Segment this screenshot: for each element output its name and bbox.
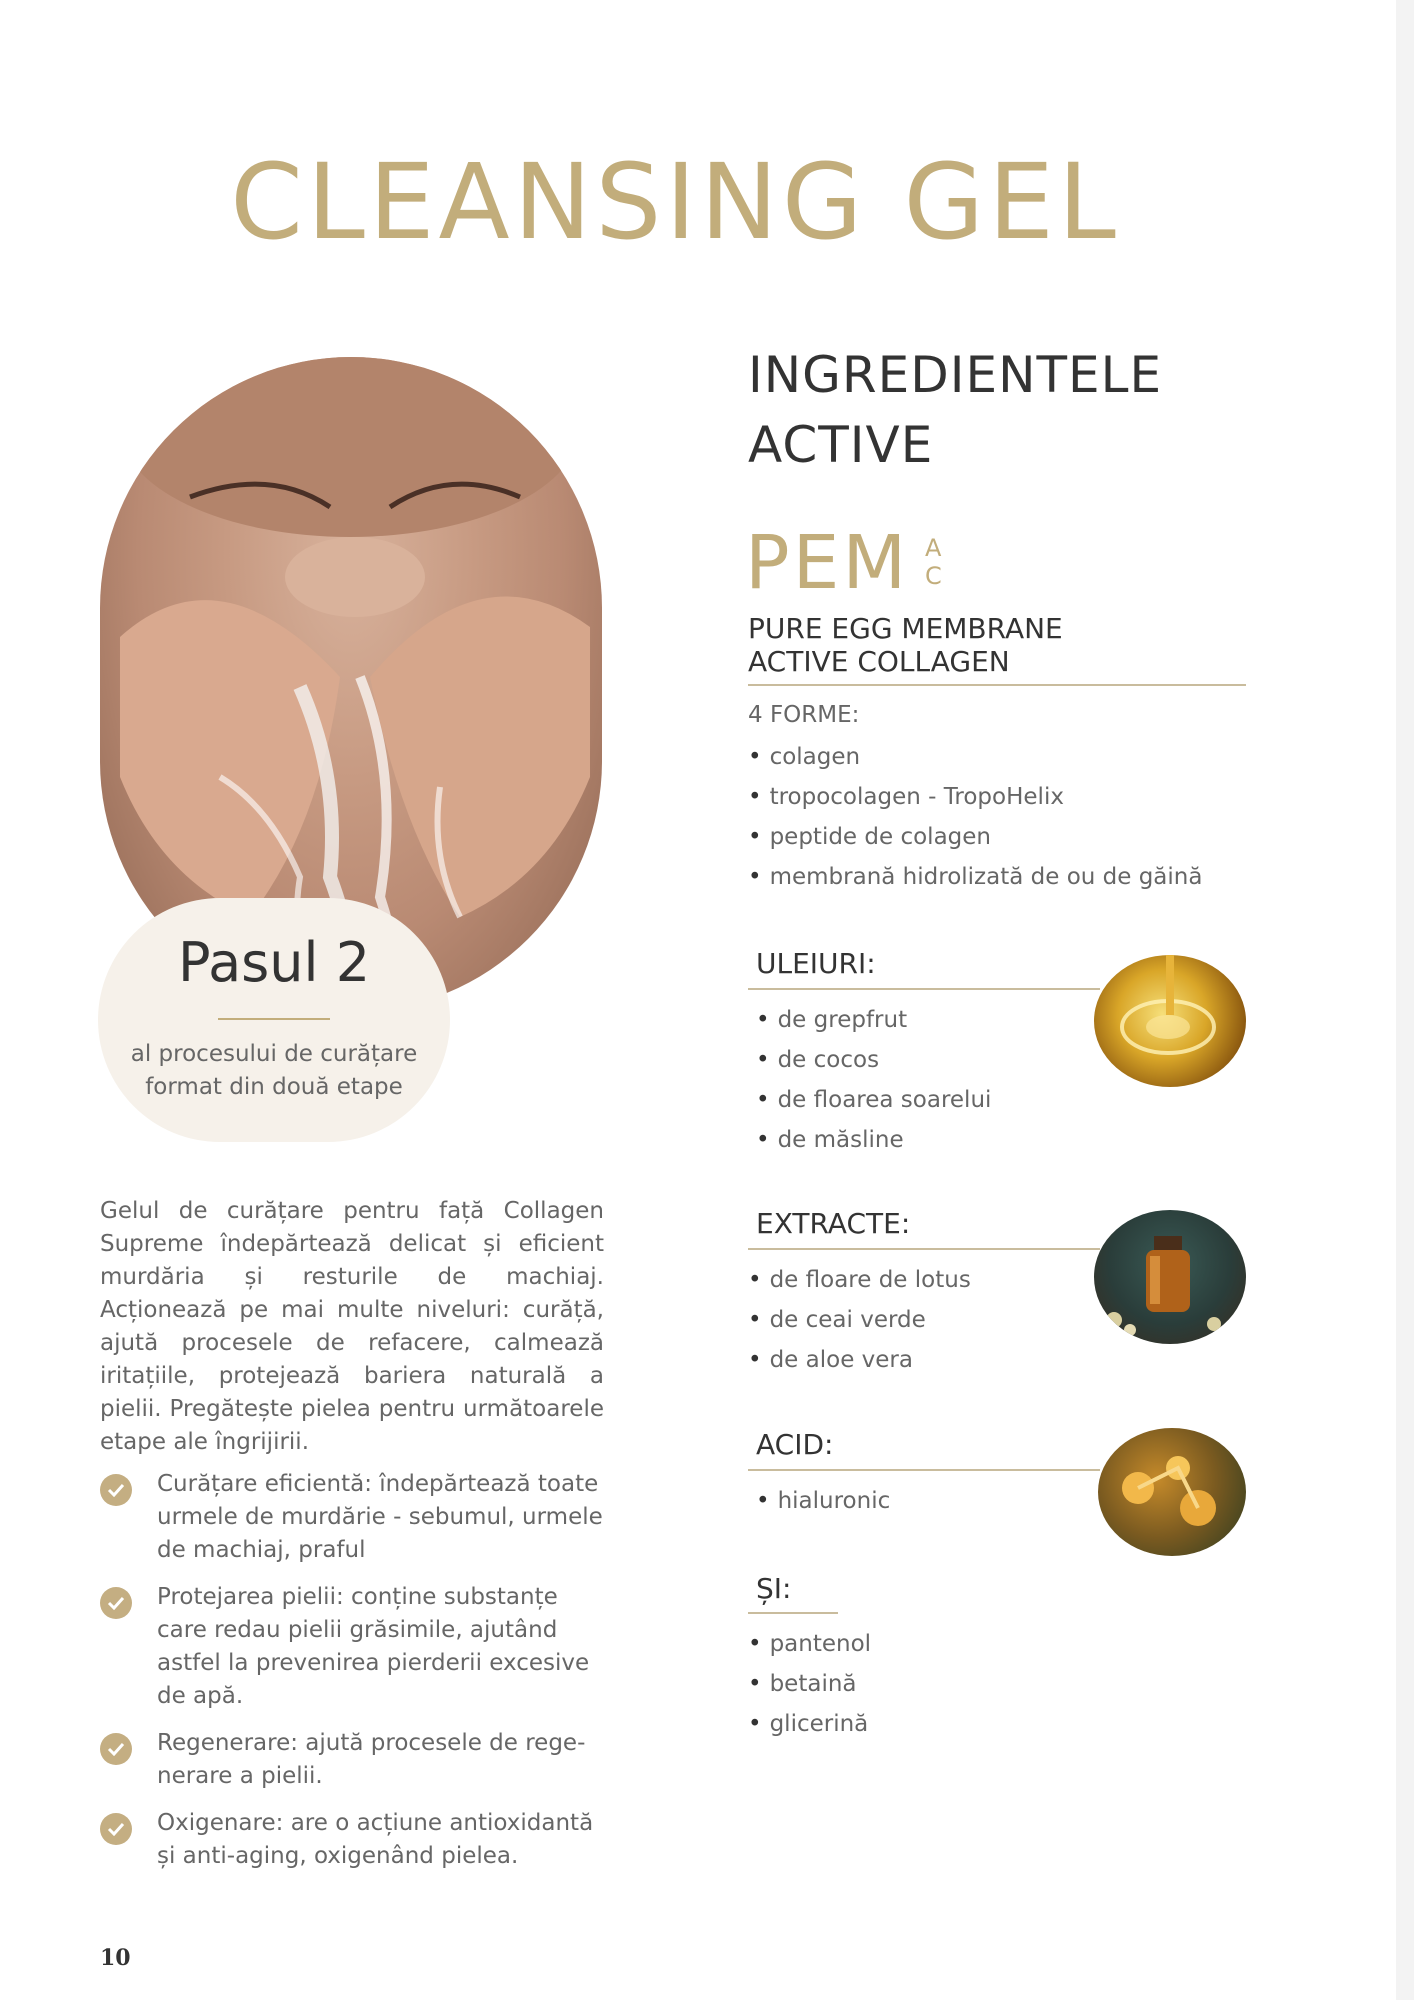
step-badge: [98, 898, 450, 1142]
page-edge: [1396, 0, 1414, 2000]
pem-logo: PEM: [745, 520, 910, 606]
pem-name-line2: ACTIVE COLLAGEN: [748, 645, 1010, 678]
acid-list: [756, 1481, 890, 1521]
forms-item: • tropocolagen - TropoHelix: [748, 777, 1202, 817]
ingredients-title-line1: INGREDIENTELE: [748, 346, 1163, 404]
forms-label: 4 FORME:: [748, 702, 860, 728]
pem-logo-c: C: [925, 562, 942, 590]
pem-logo-a: A: [925, 534, 942, 562]
forms-item: • membrană hidrolizată de ou de găină: [748, 857, 1202, 897]
and-item: • glicerină: [748, 1704, 871, 1744]
pem-name: [748, 612, 1063, 678]
check-circle-icon: [100, 1474, 132, 1506]
acid-heading: ACID:: [756, 1428, 834, 1461]
benefit-text: Regenerare: ajută procesele de rege-nerare a pielii.: [157, 1730, 586, 1789]
extracts-list: [748, 1260, 971, 1380]
molecule-image: [1098, 1428, 1246, 1556]
benefit-item: [100, 1581, 610, 1713]
check-circle-icon: [100, 1587, 132, 1619]
and-list: [748, 1624, 871, 1744]
check-circle-icon: [100, 1813, 132, 1845]
extract-bottle-image: [1094, 1210, 1246, 1344]
and-divider: [748, 1612, 838, 1614]
acid-item: • hialuronic: [756, 1481, 890, 1521]
and-item: • betaină: [748, 1664, 871, 1704]
oils-divider: [748, 988, 1100, 990]
pem-name-line1: PURE EGG MEMBRANE: [748, 612, 1063, 645]
extracts-heading: EXTRACTE:: [756, 1207, 911, 1240]
benefit-item: [100, 1468, 610, 1567]
benefit-text: Oxigenare: are o acțiune antioxidantă și anti-aging, oxigenând pielea.: [157, 1810, 594, 1869]
benefit-item: [100, 1807, 610, 1873]
pem-divider: [748, 684, 1246, 686]
check-circle-icon: [100, 1733, 132, 1765]
oils-item: • de măsline: [756, 1120, 991, 1160]
extracts-item: • de floare de lotus: [748, 1260, 971, 1300]
forms-item: • peptide de colagen: [748, 817, 1202, 857]
and-item: • pantenol: [748, 1624, 871, 1664]
page-number: 10: [100, 1945, 131, 1971]
benefit-text: Curățare eficientă: îndepărtează toate urmele de murdărie - sebumul, urmele de machiaj, praful: [157, 1471, 603, 1563]
pem-logo-superscript: [925, 534, 942, 590]
oil-drop-image: [1094, 955, 1246, 1087]
forms-list: [748, 737, 1202, 897]
benefit-text: Protejarea pielii: conține substanțe care redau pielii grăsimile, ajutând astfel la prevenirea pierderii excesive de apă.: [157, 1584, 590, 1709]
benefits-list: [100, 1468, 610, 1887]
forms-item: • colagen: [748, 737, 1202, 777]
oils-item: • de cocos: [756, 1040, 991, 1080]
page-title: CLEANSING GEL: [230, 140, 1120, 263]
oils-item: • de floarea soarelui: [756, 1080, 991, 1120]
ingredients-title: [748, 340, 1162, 480]
step-subtitle-line2: format din două etape: [145, 1074, 403, 1100]
extracts-divider: [748, 1248, 1100, 1250]
and-heading: ȘI:: [756, 1572, 792, 1605]
ingredients-title-line2: ACTIVE: [748, 416, 934, 474]
benefit-item: [100, 1727, 610, 1793]
oils-list: [756, 1000, 991, 1160]
oils-heading: ULEIURI:: [756, 947, 876, 980]
acid-divider: [748, 1469, 1100, 1471]
product-description: Gelul de curățare pentru față Collagen Supreme îndepărtează delicat și eficient murdăria și resturile de machiaj. Acționează pe mai multe niveluri: curăță, ajută procesele de refacere, calmează iritațiile, protejează bariera naturală a pielii. Pregătește pielea pentru următoarele etape ale îngrijirii.: [100, 1198, 604, 1455]
step-divider: [218, 1018, 330, 1020]
extracts-item: • de ceai verde: [748, 1300, 971, 1340]
extracts-item: • de aloe vera: [748, 1340, 971, 1380]
step-title: Pasul 2: [177, 931, 371, 994]
step-subtitle-line1: al procesului de curățare: [130, 1041, 418, 1067]
oils-item: • de grepfrut: [756, 1000, 991, 1040]
